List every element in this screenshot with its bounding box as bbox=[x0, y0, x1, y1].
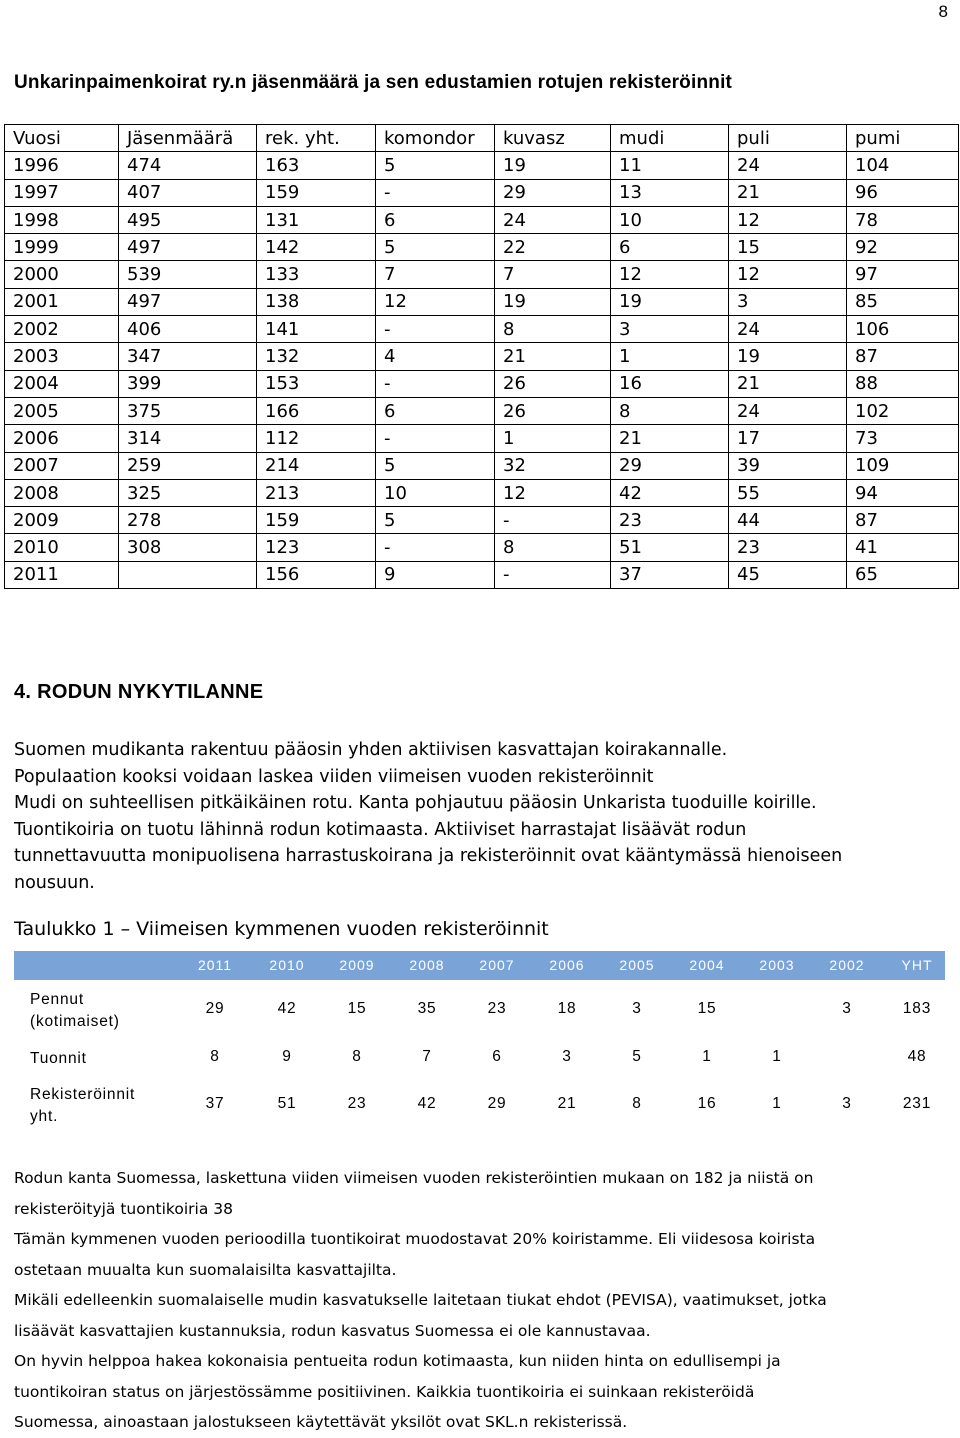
table-cell: 5 bbox=[376, 234, 495, 261]
table-cell: 65 bbox=[847, 561, 959, 588]
table-cell: 8 bbox=[495, 534, 611, 561]
table-cell: 8 bbox=[611, 397, 729, 424]
registrations-cell: 15 bbox=[697, 1000, 717, 1017]
table-cell: 2007 bbox=[5, 452, 119, 479]
table-cell: 2004 bbox=[5, 370, 119, 397]
table-cell: 26 bbox=[495, 370, 611, 397]
table-cell: - bbox=[495, 561, 611, 588]
registrations-cell: 3 bbox=[842, 1000, 852, 1017]
registrations-header-bar bbox=[14, 951, 945, 980]
table-row bbox=[5, 452, 959, 479]
member-table-header-cell: komondor bbox=[376, 125, 495, 152]
table-row bbox=[5, 234, 959, 261]
table-cell: 259 bbox=[119, 452, 257, 479]
table-cell: 37 bbox=[611, 561, 729, 588]
registrations-cell: 51 bbox=[277, 1095, 297, 1112]
table-cell: 44 bbox=[729, 507, 847, 534]
registrations-cell: 1 bbox=[702, 1048, 712, 1065]
table-cell: 5 bbox=[376, 507, 495, 534]
table-cell: 97 bbox=[847, 261, 959, 288]
table-row bbox=[5, 561, 959, 588]
registrations-header-cell: 2002 bbox=[829, 957, 865, 973]
table-cell: 6 bbox=[376, 206, 495, 233]
table-cell: 15 bbox=[729, 234, 847, 261]
registrations-cell: 42 bbox=[417, 1095, 437, 1112]
table-cell: 29 bbox=[495, 179, 611, 206]
table-cell: 32 bbox=[495, 452, 611, 479]
paragraph-line: tuontikoiran status on järjestössämme positiivinen. Kaikkia tuontikoiria ei suinkaan rekisteröidä bbox=[14, 1382, 755, 1401]
table-cell: 399 bbox=[119, 370, 257, 397]
closing-paragraph bbox=[14, 1163, 944, 1438]
table-cell: 104 bbox=[847, 152, 959, 179]
table-cell: 3 bbox=[611, 316, 729, 343]
table-cell: 133 bbox=[257, 261, 376, 288]
registrations-header-cell: 2004 bbox=[689, 957, 725, 973]
table-cell: 87 bbox=[847, 507, 959, 534]
registrations-cell: 18 bbox=[557, 1000, 577, 1017]
table-cell: - bbox=[376, 534, 495, 561]
table-cell: 406 bbox=[119, 316, 257, 343]
table-cell: 131 bbox=[257, 206, 376, 233]
table-cell: 112 bbox=[257, 425, 376, 452]
section-paragraph bbox=[14, 737, 944, 896]
table-cell: 7 bbox=[376, 261, 495, 288]
registrations-cell: 37 bbox=[205, 1095, 225, 1112]
table-cell: 1996 bbox=[5, 152, 119, 179]
paragraph-line: rekisteröityjä tuontikoiria 38 bbox=[14, 1199, 233, 1218]
table-cell: 278 bbox=[119, 507, 257, 534]
paragraph-line: Mudi on suhteellisen pitkäikäinen rotu. Kanta pohjautuu pääosin Unkarista tuoduille koirille. bbox=[14, 793, 817, 813]
registrations-header-cell: 2011 bbox=[197, 957, 233, 973]
table-cell: 7 bbox=[495, 261, 611, 288]
table-cell: 10 bbox=[376, 479, 495, 506]
table-cell: 474 bbox=[119, 152, 257, 179]
table-cell: 12 bbox=[729, 206, 847, 233]
member-table-header-cell: kuvasz bbox=[495, 125, 611, 152]
table-cell: - bbox=[495, 507, 611, 534]
table-cell: 22 bbox=[495, 234, 611, 261]
table-cell: 2003 bbox=[5, 343, 119, 370]
table-cell: 123 bbox=[257, 534, 376, 561]
paragraph-line: Populaation kooksi voidaan laskea viiden viimeisen vuoden rekisteröinnit bbox=[14, 766, 654, 787]
member-table-header-cell: rek. yht. bbox=[257, 125, 376, 152]
table-cell bbox=[119, 561, 257, 588]
table-cell: 141 bbox=[257, 316, 376, 343]
table-cell: 4 bbox=[376, 343, 495, 370]
table-cell: 3 bbox=[729, 288, 847, 315]
registrations-cell: 23 bbox=[487, 1000, 507, 1017]
table-cell: 21 bbox=[729, 179, 847, 206]
registrations-header-cell: 2006 bbox=[549, 957, 585, 973]
table-row bbox=[5, 206, 959, 233]
table-cell: 213 bbox=[257, 479, 376, 506]
table-row bbox=[5, 179, 959, 206]
member-table-header-row bbox=[5, 125, 959, 152]
table-row bbox=[5, 479, 959, 506]
member-table-header-cell: Jäsenmäärä bbox=[119, 125, 257, 152]
registrations-cell: 16 bbox=[697, 1095, 717, 1112]
table-cell: 12 bbox=[495, 479, 611, 506]
table-cell: 19 bbox=[611, 288, 729, 315]
table-cell: 375 bbox=[119, 397, 257, 424]
table-cell: 2006 bbox=[5, 425, 119, 452]
table-cell: 347 bbox=[119, 343, 257, 370]
paragraph-line: Rodun kanta Suomessa, laskettuna viiden viimeisen vuoden rekisteröintien mukaan on 182 ja niistä on bbox=[14, 1169, 814, 1187]
table-cell: 6 bbox=[376, 397, 495, 424]
table-cell: 109 bbox=[847, 452, 959, 479]
table-cell: 132 bbox=[257, 343, 376, 370]
table-cell: 16 bbox=[611, 370, 729, 397]
table-cell: 1998 bbox=[5, 206, 119, 233]
table-cell: 94 bbox=[847, 479, 959, 506]
table-cell: 55 bbox=[729, 479, 847, 506]
table-cell: 2011 bbox=[5, 561, 119, 588]
member-table-header-cell: Vuosi bbox=[5, 125, 119, 152]
registrations-cell: 1 bbox=[772, 1095, 782, 1112]
table-row bbox=[5, 261, 959, 288]
registrations-cell: 29 bbox=[487, 1095, 507, 1112]
table-cell: 19 bbox=[495, 152, 611, 179]
table-cell: 12 bbox=[729, 261, 847, 288]
table-cell: 6 bbox=[611, 234, 729, 261]
registrations-cell: 8 bbox=[210, 1048, 220, 1065]
table-cell: 8 bbox=[495, 316, 611, 343]
row-label-line: Rekisteröinnit bbox=[30, 1086, 136, 1103]
table-cell: 9 bbox=[376, 561, 495, 588]
table-cell: 138 bbox=[257, 288, 376, 315]
registrations-row-label bbox=[30, 1048, 87, 1070]
registrations-header-cell: 2003 bbox=[759, 957, 795, 973]
table-cell: 102 bbox=[847, 397, 959, 424]
table-cell: 153 bbox=[257, 370, 376, 397]
table-cell: 12 bbox=[376, 288, 495, 315]
registrations-cell: 15 bbox=[347, 1000, 367, 1017]
registrations-row-label bbox=[30, 989, 120, 1033]
table-cell: 29 bbox=[611, 452, 729, 479]
table-cell: - bbox=[376, 370, 495, 397]
table-cell: 539 bbox=[119, 261, 257, 288]
table-cell: 19 bbox=[495, 288, 611, 315]
table-cell: 78 bbox=[847, 206, 959, 233]
row-label-line: yht. bbox=[30, 1108, 59, 1125]
table-cell: 497 bbox=[119, 288, 257, 315]
registrations-cell: 183 bbox=[902, 1000, 932, 1017]
registrations-cell: 42 bbox=[277, 1000, 297, 1017]
table-caption: Taulukko 1 – Viimeisen kymmenen vuoden rekisteröinnit bbox=[14, 918, 549, 940]
page-number: 8 bbox=[938, 2, 948, 21]
table-cell: 85 bbox=[847, 288, 959, 315]
registrations-header-cell: 2007 bbox=[479, 957, 515, 973]
table-cell: 45 bbox=[729, 561, 847, 588]
table-cell: 2001 bbox=[5, 288, 119, 315]
table-cell: 2010 bbox=[5, 534, 119, 561]
registrations-header-cell: 2008 bbox=[409, 957, 445, 973]
table-cell: 41 bbox=[847, 534, 959, 561]
table-cell: 39 bbox=[729, 452, 847, 479]
table-cell: 23 bbox=[611, 507, 729, 534]
table-cell: 42 bbox=[611, 479, 729, 506]
table-cell: 2002 bbox=[5, 316, 119, 343]
table-row bbox=[5, 534, 959, 561]
paragraph-line: ostetaan muualta kun suomalaisilta kasvattajilta. bbox=[14, 1260, 397, 1279]
table-cell: 142 bbox=[257, 234, 376, 261]
table-cell: 23 bbox=[729, 534, 847, 561]
table-row bbox=[5, 316, 959, 343]
table-cell: 2005 bbox=[5, 397, 119, 424]
table-cell: 1997 bbox=[5, 179, 119, 206]
table-cell: 17 bbox=[729, 425, 847, 452]
table-cell: 407 bbox=[119, 179, 257, 206]
paragraph-line: Suomen mudikanta rakentuu pääosin yhden aktiivisen kasvattajan koirakannalle. bbox=[14, 740, 728, 760]
table-cell: 96 bbox=[847, 179, 959, 206]
paragraph-line: On hyvin helppoa hakea kokonaisia pentueita rodun kotimaasta, kun niiden hinta on edullisempi ja bbox=[14, 1352, 781, 1370]
table-cell: - bbox=[376, 316, 495, 343]
table-cell: 73 bbox=[847, 425, 959, 452]
table-cell: 308 bbox=[119, 534, 257, 561]
registrations-cell: 6 bbox=[492, 1048, 502, 1065]
section-heading: 4. RODUN NYKYTILANNE bbox=[14, 681, 264, 703]
registrations-cell: 3 bbox=[842, 1095, 852, 1112]
table-cell: 159 bbox=[257, 179, 376, 206]
table-cell: 1 bbox=[611, 343, 729, 370]
table-cell: 314 bbox=[119, 425, 257, 452]
table-cell: 495 bbox=[119, 206, 257, 233]
paragraph-line: Suomessa, ainoastaan jalostukseen käytettävät yksilöt ovat SKL.n rekisterissä. bbox=[14, 1413, 628, 1431]
table-cell: 163 bbox=[257, 152, 376, 179]
table-row bbox=[5, 288, 959, 315]
table-cell: 159 bbox=[257, 507, 376, 534]
member-table-header-cell: puli bbox=[729, 125, 847, 152]
registrations-cell: 23 bbox=[347, 1095, 367, 1112]
table-cell: 13 bbox=[611, 179, 729, 206]
document-title: Unkarinpaimenkoirat ry.n jäsenmäärä ja sen edustamien rotujen rekisteröinnit bbox=[14, 72, 733, 93]
row-label-line: Tuonnit bbox=[30, 1050, 87, 1067]
table-cell: 21 bbox=[729, 370, 847, 397]
table-cell: 12 bbox=[611, 261, 729, 288]
registrations-header-cell: 2009 bbox=[339, 957, 375, 973]
table-cell: 2000 bbox=[5, 261, 119, 288]
table-cell: 166 bbox=[257, 397, 376, 424]
registrations-cell: 7 bbox=[422, 1048, 432, 1065]
registrations-cell: 8 bbox=[352, 1048, 362, 1065]
registrations-cell: 1 bbox=[772, 1048, 782, 1065]
table-cell: 11 bbox=[611, 152, 729, 179]
table-cell: 325 bbox=[119, 479, 257, 506]
table-cell: 2008 bbox=[5, 479, 119, 506]
table-cell: 1999 bbox=[5, 234, 119, 261]
registrations-header-cell: 2005 bbox=[619, 957, 655, 973]
member-table-header-cell: pumi bbox=[847, 125, 959, 152]
table-row bbox=[5, 370, 959, 397]
table-cell: 24 bbox=[729, 152, 847, 179]
table-row bbox=[5, 397, 959, 424]
registrations-cell: 21 bbox=[557, 1095, 577, 1112]
table-cell: 24 bbox=[729, 397, 847, 424]
member-registration-table bbox=[4, 124, 959, 589]
table-cell: 106 bbox=[847, 316, 959, 343]
table-cell: 2009 bbox=[5, 507, 119, 534]
registrations-cell: 35 bbox=[417, 1000, 437, 1017]
registrations-header-cell: YHT bbox=[901, 957, 933, 973]
registrations-cell: 5 bbox=[632, 1048, 642, 1065]
table-cell: 24 bbox=[729, 316, 847, 343]
table-cell: 24 bbox=[495, 206, 611, 233]
registrations-cell: 48 bbox=[907, 1048, 927, 1065]
table-row bbox=[5, 507, 959, 534]
row-label-line: Pennut bbox=[30, 991, 84, 1008]
registrations-cell: 231 bbox=[902, 1095, 932, 1112]
registrations-cell: 3 bbox=[632, 1000, 642, 1017]
table-cell: 214 bbox=[257, 452, 376, 479]
paragraph-line: lisäävät kasvattajien kustannuksia, rodun kasvatus Suomessa ei ole kannustavaa. bbox=[14, 1321, 651, 1340]
member-table-header-cell: mudi bbox=[611, 125, 729, 152]
table-cell: 88 bbox=[847, 370, 959, 397]
paragraph-line: nousuun. bbox=[14, 872, 95, 893]
table-cell: 21 bbox=[495, 343, 611, 370]
paragraph-line: Mikäli edelleenkin suomalaiselle mudin kasvatukselle laitetaan tiukat ehdot (PEVISA), vaatimukset, jotka bbox=[14, 1291, 827, 1309]
registrations-cell: 9 bbox=[282, 1048, 292, 1065]
table-row bbox=[5, 425, 959, 452]
table-cell: 21 bbox=[611, 425, 729, 452]
table-cell: 51 bbox=[611, 534, 729, 561]
table-cell: 87 bbox=[847, 343, 959, 370]
paragraph-line: Tuontikoiria on tuotu lähinnä rodun kotimaasta. Aktiiviset harrastajat lisäävät rodun bbox=[14, 819, 747, 840]
table-cell: 156 bbox=[257, 561, 376, 588]
registrations-cell: 29 bbox=[205, 1000, 225, 1017]
table-cell: 5 bbox=[376, 152, 495, 179]
table-cell: 1 bbox=[495, 425, 611, 452]
row-label-line: (kotimaiset) bbox=[30, 1013, 120, 1030]
registrations-header-cell: 2010 bbox=[269, 957, 305, 973]
table-cell: 5 bbox=[376, 452, 495, 479]
table-cell: 26 bbox=[495, 397, 611, 424]
table-row bbox=[5, 343, 959, 370]
table-row bbox=[5, 152, 959, 179]
paragraph-line: tunnettavuutta monipuolisena harrastuskoirana ja rekisteröinnit ovat kääntymässä hienoiseen bbox=[14, 846, 843, 866]
registrations-cell: 3 bbox=[562, 1048, 572, 1065]
registrations-cell: 8 bbox=[632, 1095, 642, 1112]
table-cell: 19 bbox=[729, 343, 847, 370]
table-cell: - bbox=[376, 425, 495, 452]
table-cell: - bbox=[376, 179, 495, 206]
registrations-row-label bbox=[30, 1084, 135, 1128]
table-cell: 10 bbox=[611, 206, 729, 233]
table-cell: 92 bbox=[847, 234, 959, 261]
table-cell: 497 bbox=[119, 234, 257, 261]
paragraph-line: Tämän kymmenen vuoden perioodilla tuontikoirat muodostavat 20% koiristamme. Eli viidesosa koirista bbox=[14, 1230, 816, 1248]
